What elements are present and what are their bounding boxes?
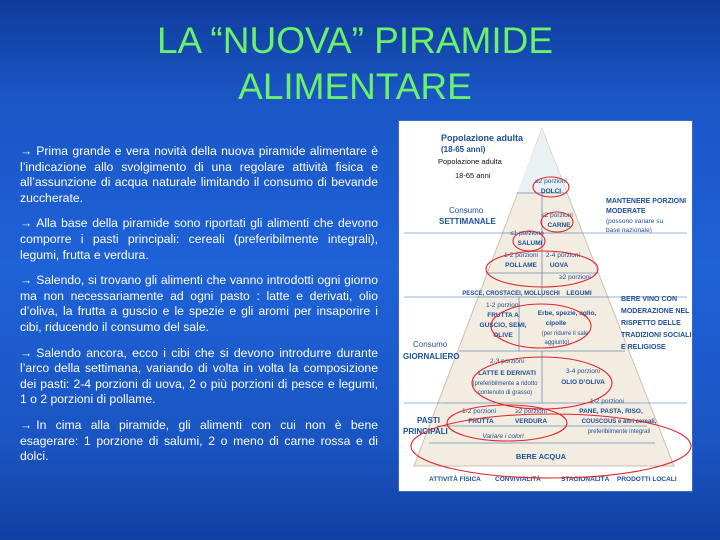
level-cured-portion: ≤1 porzione xyxy=(510,230,544,237)
level-cereal-label-1: PANE, PASTA, RISO, xyxy=(579,408,643,415)
level-fruit-label: FRUTTA xyxy=(468,418,494,425)
level-meat-portion: ≤2 porzioni xyxy=(541,212,573,219)
label-meals-1: PASTI xyxy=(417,416,440,425)
level-sweets-portion: ≤2 porzioni xyxy=(535,178,567,185)
label-daily-2: GIORNALIERO xyxy=(403,352,460,361)
level-dairy-note-2: contenuto di grasso) xyxy=(477,390,533,396)
level-veg-portion: ≥2 porzioni xyxy=(515,408,547,415)
level-poultry-label: POLLAME xyxy=(505,262,537,269)
label-wine-5: E RELIGIOSE xyxy=(621,344,666,351)
level-cured-label: SALUMI xyxy=(517,240,543,247)
label-wine-1: BERE VINO CON xyxy=(621,296,678,303)
arrow-icon: → xyxy=(20,345,33,360)
bullet-text: Salendo ancora, ecco i cibi che si devono introdurre durante l’arco della settimana, variando di volta in volta la composizione dei pasti: 2-4 porzioni di uova, 2 o più porzioni di pesce e legumi, 1 o 2 porzioni di pollame. xyxy=(20,345,378,407)
label-weekly-1: Consumo xyxy=(449,206,484,215)
bullet-item xyxy=(20,273,378,335)
level-nuts-label-2: GUSCIO, SEMI, xyxy=(479,322,527,329)
level-oil-label: OLIO D’OLIVA xyxy=(561,379,605,386)
level-fruit-portion: 1-2 porzioni xyxy=(462,408,496,415)
label-weekly-2: SETTIMANALE xyxy=(439,217,496,226)
arrow-icon: → xyxy=(20,417,33,432)
level-nuts-label-1: FRUTTA A xyxy=(487,312,519,319)
level-eggs-label: UOVA xyxy=(549,262,569,269)
level-herbs-note-1: (per ridurre il sale xyxy=(541,331,589,337)
footer-seasonality: STAGIONALITÀ xyxy=(561,476,610,483)
level-veg-label: VERDURA xyxy=(514,418,548,425)
bullet-item xyxy=(20,346,378,408)
level-fish-label: PESCE, CROSTACEI, MOLLUSCHI xyxy=(462,291,560,297)
level-nuts-label-3: OLIVE xyxy=(493,332,513,339)
population-overlay-line-1: Popolazione adulta xyxy=(438,157,502,166)
level-herbs-label-2: cipolle xyxy=(545,320,567,327)
bullet-text: In cima alla piramide, gli alimenti con cui non è bene esagerare: 1 porzione di salumi, 2 o meno di carne rossa e di dolci. xyxy=(20,417,378,464)
level-poultry-portion: 1-2 porzioni xyxy=(504,252,538,259)
level-dairy-note-1: (preferibilmente a ridotto xyxy=(472,381,538,387)
bullet-item xyxy=(20,144,378,206)
bullet-item xyxy=(20,418,378,465)
population-title: Popolazione adulta xyxy=(441,133,524,143)
level-legumes-label: LEGUMI xyxy=(566,290,592,297)
label-moderate-3: (possono variare su xyxy=(606,218,664,225)
footer-local-products: PRODOTTI LOCALI xyxy=(617,476,677,483)
bullet-text: Prima grande e vera novità della nuova piramide alimentare è l’indicazione allo svolgimento di una regolare attività fisica e all’assunzione di acqua naturale limitando il consumo di bevande zuccherate. xyxy=(20,144,378,205)
footer-conviviality: CONVIVIALITÀ xyxy=(495,476,541,483)
level-nuts-portion: 1-2 porzioni xyxy=(486,302,520,309)
level-meat-label: CARNE xyxy=(547,222,571,229)
level-oil-portion: 3-4 porzioni xyxy=(566,368,600,375)
level-dairy-label: LATTE E DERIVATI xyxy=(478,370,536,377)
pyramid-image xyxy=(398,120,693,492)
level-cereal-note: preferibilmente integrali xyxy=(587,429,651,435)
population-overlay-line-2: 18-65 anni xyxy=(455,171,491,180)
level-legumes-portion: ≥2 porzioni xyxy=(559,274,591,281)
label-wine-2: MODERAZIONE NEL xyxy=(621,308,690,315)
level-sweets-label: DOLCI xyxy=(540,188,562,195)
label-wine-3: RISPETTO DELLE xyxy=(621,320,681,327)
level-dairy-portion: 2-3 porzioni xyxy=(490,358,524,365)
bullet-item xyxy=(20,216,378,263)
level-herbs-label-1: Erbe, spezie, aglio, xyxy=(537,310,597,317)
label-moderate-2: MODERATE xyxy=(606,208,646,215)
slide-title-line-1: LA “NUOVA” PIRAMIDE xyxy=(156,20,554,61)
level-cereal-portion: 1-2 porzioni xyxy=(590,398,624,405)
label-wine-4: TRADIZIONI SOCIALI xyxy=(621,332,692,339)
level-eggs-portion: 2-4 porzioni xyxy=(546,252,580,259)
bullet-text: Alla base della piramide sono riportati gli alimenti che devono comporre i pasti principali: cereali (preferibilmente integrali), legumi, frutta e verdura. xyxy=(20,216,378,262)
bullet-text: Salendo, si trovano gli alimenti che vanno introdotti ogni giorno ma non necessariamente ad ogni pasto : latte e derivati, olio d’oliva, la frutta a guscio e le spezie e gli aromi per insaporire i cibi, riducendo il consumo del sale. xyxy=(20,273,378,334)
arrow-icon: → xyxy=(20,273,33,288)
bullet-list xyxy=(20,144,378,475)
arrow-icon: → xyxy=(20,144,33,158)
slide-title xyxy=(120,18,590,110)
slide-title-line-2: ALIMENTARE xyxy=(238,66,472,107)
label-daily-1: Consumo xyxy=(413,340,448,349)
label-moderate-4: base nazionale) xyxy=(606,227,652,234)
food-pyramid xyxy=(399,121,692,491)
footer-physical-activity: ATTIVITÀ FISICA xyxy=(429,476,481,483)
label-meals-2: PRINCIPALI xyxy=(403,427,448,436)
arrow-icon: → xyxy=(20,216,33,231)
label-moderate-1: MANTENERE PORZIONI xyxy=(606,198,687,205)
level-cereal-label-2: COUSCOUS e altri cereali, xyxy=(581,419,657,425)
level-water-label: BERE ACQUA xyxy=(515,452,567,461)
level-colors-label: Variare i colori xyxy=(482,433,524,440)
level-herbs-note-2: aggiunto) xyxy=(544,340,570,346)
population-ages: (18-65 anni) xyxy=(441,145,486,154)
